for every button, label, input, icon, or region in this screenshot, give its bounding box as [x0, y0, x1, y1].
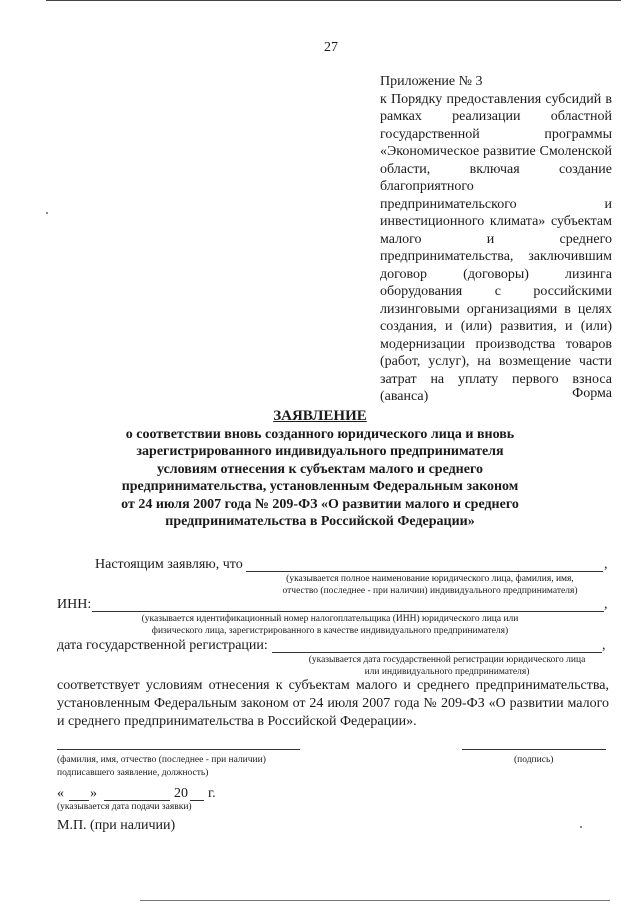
signature-hint: (подпись)	[514, 755, 554, 765]
signer-name-field[interactable]	[57, 734, 300, 750]
reg-date-comma: ,	[602, 638, 606, 653]
declare-hint-line-1: (указывается полное наименование юридического лица, фамилия, имя,	[286, 574, 574, 584]
stamp-label: М.П. (при наличии)	[57, 818, 176, 833]
signer-hint-line-2: подписавшего заявление, должность)	[57, 768, 209, 778]
appendix-title: Приложение № 3	[380, 74, 483, 89]
date-month-field[interactable]	[104, 787, 170, 801]
reg-date-hint-line-2: или индивидуального предпринимателя)	[364, 667, 530, 677]
form-label: Форма	[572, 386, 612, 401]
appendix-block	[380, 73, 612, 406]
declare-label: Настоящим заявляю, что	[95, 557, 243, 572]
page-number: 27	[324, 40, 338, 55]
bottom-border-line	[140, 900, 610, 901]
declare-name-field[interactable]	[246, 556, 603, 572]
reg-date-hint-line-1: (указывается дата государственной регистрации юридического лица	[308, 655, 586, 665]
inn-hint-line-2: физического лица, зарегистрированного в качестве индивидуального предпринимателя)	[151, 626, 509, 636]
reg-date-field[interactable]	[272, 637, 602, 653]
document-heading	[118, 408, 522, 531]
scan-speck	[580, 826, 582, 828]
date-hint: (указывается дата подачи заявки)	[57, 802, 192, 812]
signature-field[interactable]	[462, 734, 606, 750]
date-day-field[interactable]	[69, 787, 89, 801]
scan-speck	[46, 212, 48, 214]
appendix-text: к Порядку предоставления субсидий в рамках реализации областной государственной программы «Экономическое развитие Смоленской области, включая создание благоприятного предпринимательского и инвестиционного климата» субъектам малого и среднего предпринимательства, заключившим договор (договоры) лизинга оборудования с российскими лизинговыми организациями в целях создания, и (или) развития, и (или) модернизации производства товаров (работ, услуг), на возмещение части затрат на уплату первого взноса (аванса)	[380, 91, 612, 404]
top-border-line	[46, 0, 621, 1]
declare-comma: ,	[604, 557, 608, 572]
reg-date-label: дата государственной регистрации:	[57, 638, 268, 653]
inn-comma: ,	[604, 597, 608, 612]
heading-subtitle: о соответствии вновь созданного юридического лица и вновь зарегистрированного индивидуального предпринимателя условиям отнесения к субъектам малого и среднего предпринимательства, установленным Федеральным законом от 24 июля 2007 года № 209-ФЗ «О развитии малого и среднего предпринимательства в Российской Федерации»	[121, 426, 519, 529]
date-year-field[interactable]	[190, 787, 204, 801]
date-year-prefix: 20	[174, 786, 188, 801]
date-year-suffix: г.	[208, 786, 216, 801]
declare-hint-line-2: отчество (последнее - при наличии) индивидуального предпринимателя)	[282, 586, 578, 596]
inn-field[interactable]	[92, 596, 604, 612]
heading-title: ЗАЯВЛЕНИЕ	[273, 408, 367, 424]
date-open-quote: «	[57, 786, 64, 801]
statement-paragraph: соответствует условиям отнесения к субъектам малого и среднего предпринимательства, установленным Федеральным законом от 24 июля 2007 года № 209-ФЗ «О развитии малого и среднего предпринимательства в Российской Федерации».	[57, 678, 609, 729]
date-close-quote: »	[90, 786, 97, 801]
inn-hint-line-1: (указывается идентификационный номер налогоплательщика (ИНН) юридического лица или	[141, 614, 519, 624]
inn-label: ИНН:	[57, 597, 92, 612]
signer-hint-line-1: (фамилия, имя, отчество (последнее - при наличии)	[57, 755, 266, 765]
